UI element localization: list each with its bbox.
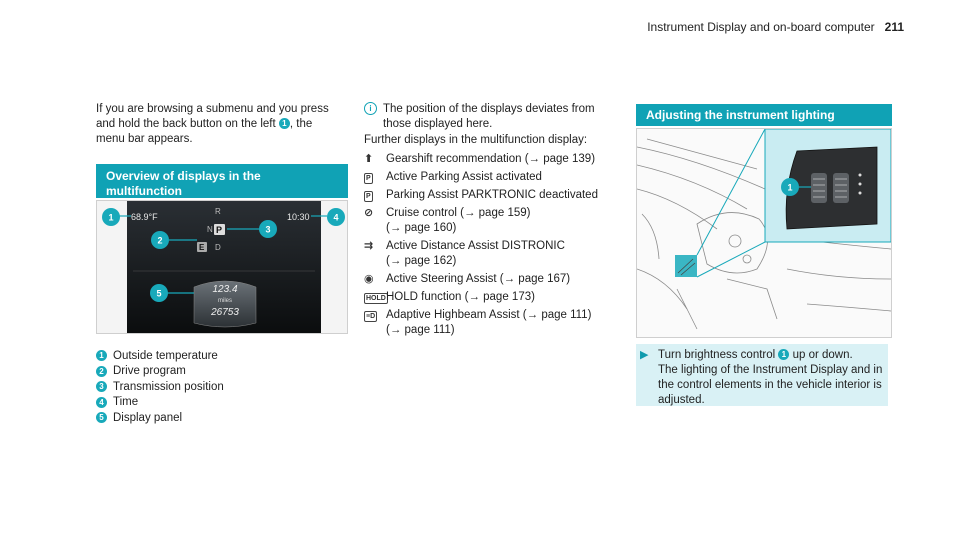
display-item: ⇉ Active Distance Assist DISTRONIC (→ page 162) [364,240,565,267]
control-panel [786,147,877,229]
figure-legend [96,348,346,426]
figure-callout-3 [259,220,277,238]
display-illustration [97,201,347,333]
cruise-control-icon: ⊘ [364,207,374,219]
svg-text:3: 3 [265,224,271,235]
display-item: ⊘ Cruise control (→ page 159) (→ page 160) [364,207,531,234]
time-readout: 10:30 [287,212,310,222]
svg-text:2: 2 [157,235,163,246]
display-item: P Active Parking Assist activated [366,171,542,183]
intro-line-1: If you are browsing a submenu and you press [96,103,329,115]
distronic-icon: ⇉ [364,240,374,252]
intro-line-2: and hold the back button on the left 1 , the [96,118,313,130]
svg-text:123.4: 123.4 [212,284,238,295]
figure-callout-2 [151,231,169,249]
display-item: HOLD HOLD function (→ page 173) [366,291,535,303]
gearshift-arrow-icon: ⬆ [364,153,374,165]
figure-callout-1 [102,208,120,226]
svg-text:miles: miles [217,298,233,304]
parktronic-off-icon: P [366,193,371,200]
legend-item: 3 Transmission position [96,379,346,395]
svg-text:D: D [215,243,221,252]
display-item: ≡D Adaptive Highbeam Assist (→ page 111) (→ page 111) [366,309,592,336]
page-header [647,20,904,34]
gear-p-indicator: P [216,225,223,235]
highbeam-assist-icon: ≡D [366,313,376,320]
svg-text:R: R [215,207,221,216]
displays-list [364,152,629,341]
steering-assist-icon: ◉ [364,273,374,285]
svg-text:1: 1 [787,182,793,193]
multifunction-display-figure [96,200,348,334]
intro-line-3: menu bar appears. [96,133,193,145]
display-item: P Parking Assist PARKTRONIC deactivated [366,189,598,201]
step-arrow-icon: ▶ [640,349,649,361]
parking-assist-icon: P [366,175,371,182]
page-number: 211 [884,20,904,34]
header-title: Instrument Display and on-board computer [647,20,875,34]
svg-text:N: N [207,225,213,234]
info-icon: i [364,102,377,115]
figure-callout-5 [150,284,168,302]
legend-item: 2 Drive program [96,364,346,380]
section-title-overview: Overview of displays in the multifunction [96,164,348,198]
legend-item: 1 Outside temperature [96,348,346,364]
callout-1: 1 [279,118,290,129]
legend-item: 5 Display panel [96,410,346,426]
svg-text:4: 4 [333,212,339,223]
figure-callout-1 [781,178,799,196]
further-displays-intro: Further displays in the multifunction display: [364,134,588,146]
instruction-step: ▶ Turn brightness control 1 up or down. The lighting of the Instrument Display and in the control elements in the vehicle interior is adjusted. [636,344,888,406]
svg-text:1: 1 [108,212,114,223]
display-item: ⬆ Gearshift recommendation (→ page 139) [364,153,596,165]
temp-readout: 68.9°F [131,212,158,222]
display-item: ◉ Active Steering Assist (→ page 167) [364,273,571,285]
section-title-lighting: Adjusting the instrument lighting [636,104,892,126]
svg-text:26753: 26753 [211,307,239,318]
dashboard-illustration [637,129,891,337]
callout-1: 1 [778,349,789,360]
hold-icon: HOLD [366,295,386,302]
intro-paragraph [96,102,346,147]
figure-callout-4 [327,208,345,226]
legend-item: 4 Time [96,395,346,411]
drive-program-indicator: E [199,243,205,252]
lighting-figure [636,128,892,338]
svg-text:5: 5 [156,288,162,299]
note-block: i The position of the displays deviates from those displayed here. Further displays in the multifunction display: [364,102,629,148]
